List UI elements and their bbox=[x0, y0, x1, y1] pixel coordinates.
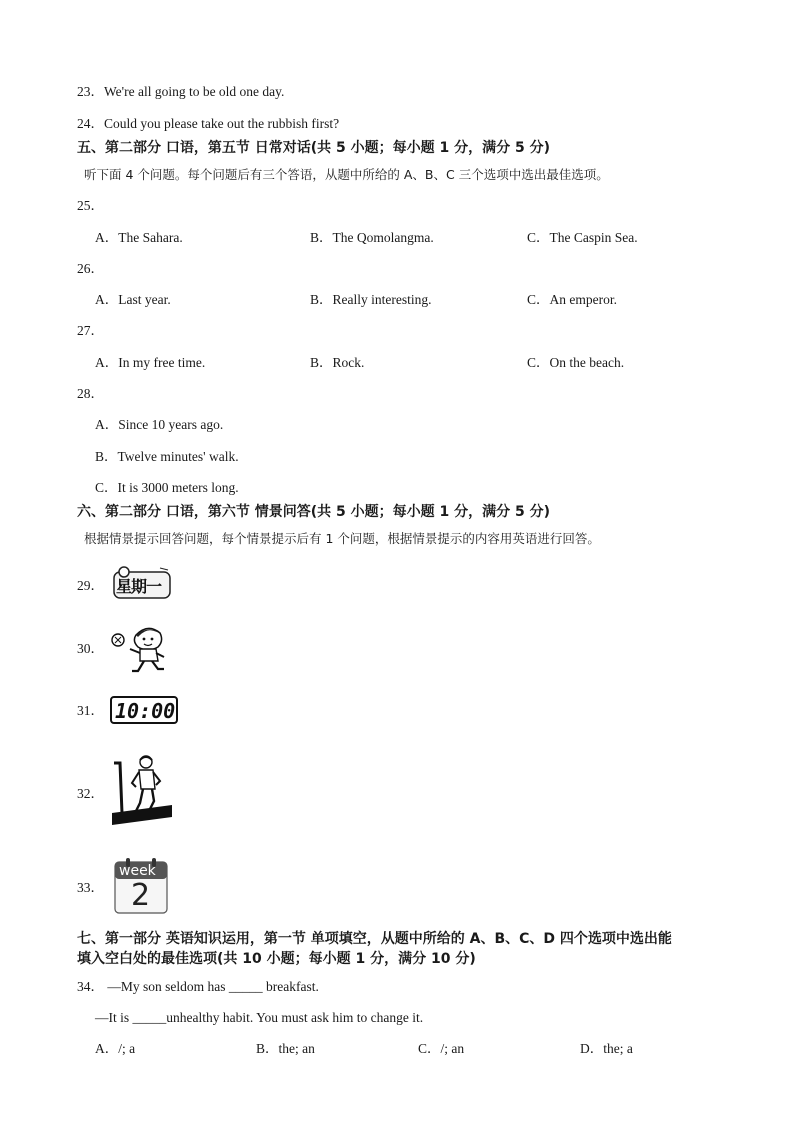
question-29-number: 29． bbox=[77, 578, 104, 593]
question-34-line-1: 34． —My son seldom has _____ breakfast. bbox=[77, 979, 319, 994]
question-32-number: 32． bbox=[77, 786, 104, 801]
monday-text: 星期一 bbox=[116, 577, 162, 596]
section-7-heading-line-2: 填入空白处的最佳选项(共 10 小题；每小题 1 分，满分 10 分) bbox=[77, 951, 476, 967]
calendar-week-label: week bbox=[119, 863, 156, 879]
clock-time: 10:00 bbox=[115, 699, 176, 723]
question-24: 24．Could you please take out the rubbish first? bbox=[77, 116, 340, 131]
q34-option-a: A．/; a bbox=[95, 1041, 136, 1056]
q28-option-c: C．It is 3000 meters long. bbox=[95, 480, 239, 495]
digital-clock-icon bbox=[110, 696, 178, 724]
monday-calendar-icon bbox=[110, 566, 172, 606]
q27-option-a: A．In my free time. bbox=[95, 355, 206, 370]
question-33-number: 33． bbox=[77, 880, 104, 895]
question-28-number: 28． bbox=[77, 386, 104, 401]
calendar-week-number: 2 bbox=[131, 878, 151, 913]
q25-option-b: B．The Qomolangma. bbox=[310, 230, 434, 245]
q25-option-a: A．The Sahara. bbox=[95, 230, 183, 245]
section-6-heading: 六、第二部分 口语，第六节 情景问答(共 5 小题；每小题 1 分，满分 5 分) bbox=[77, 504, 551, 520]
question-27-number: 27． bbox=[77, 323, 104, 338]
question-25-number: 25． bbox=[77, 198, 104, 213]
q28-option-b: B．Twelve minutes' walk. bbox=[95, 449, 239, 464]
question-23: 23．We're all going to be old one day. bbox=[77, 84, 285, 99]
q27-option-c: C．On the beach. bbox=[527, 355, 625, 370]
q34-option-c: C．/; an bbox=[418, 1041, 465, 1056]
q34-option-d: D．the; a bbox=[580, 1041, 633, 1056]
question-26-number: 26． bbox=[77, 261, 104, 276]
q27-option-b: B．Rock. bbox=[310, 355, 365, 370]
q25-option-c: C．The Caspin Sea. bbox=[527, 230, 638, 245]
week-calendar-icon bbox=[114, 858, 168, 914]
q28-option-a: A．Since 10 years ago. bbox=[95, 417, 224, 432]
q26-option-b: B．Really interesting. bbox=[310, 292, 432, 307]
treadmill-runner-icon bbox=[110, 753, 174, 829]
question-34-line-2: —It is _____unhealthy habit. You must ask him to change it. bbox=[95, 1010, 424, 1025]
q26-option-c: C．An emperor. bbox=[527, 292, 617, 307]
section-7-heading-line-1: 七、第一部分 英语知识运用，第一节 单项填空，从题中所给的 A、B、C、D 四个选项中选出能 bbox=[77, 931, 672, 947]
boy-playing-football-icon bbox=[110, 623, 170, 675]
question-30-number: 30． bbox=[77, 641, 104, 656]
section-5-instruction: 听下面 4 个问题。每个问题后有三个答语，从题中所给的 A、B、C 三个选项中选出最佳选项。 bbox=[84, 167, 609, 182]
question-31-number: 31． bbox=[77, 703, 104, 718]
q26-option-a: A．Last year. bbox=[95, 292, 171, 307]
q34-option-b: B．the; an bbox=[256, 1041, 315, 1056]
section-5-heading: 五、第二部分 口语，第五节 日常对话(共 5 小题；每小题 1 分，满分 5 分) bbox=[77, 140, 551, 156]
section-6-instruction: 根据情景提示回答问题，每个情景提示后有 1 个问题，根据情景提示的内容用英语进行回答。 bbox=[84, 531, 600, 546]
